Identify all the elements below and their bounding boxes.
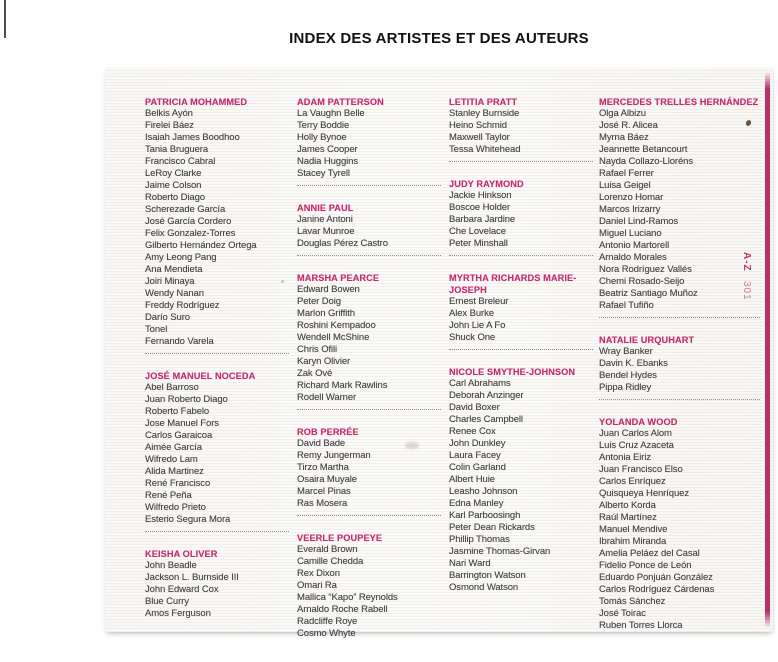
artist-name: Camille Chedda <box>297 556 364 567</box>
artist-name: Roshini Kempadoo <box>297 320 376 331</box>
artist-name: Jackie Hinkson <box>449 190 512 201</box>
index-column-4 <box>599 96 765 632</box>
artist-name: Maxwell Taylor <box>449 132 510 143</box>
artist-name: Marlon Griffith <box>297 308 355 319</box>
artist-name: Carl Abrahams <box>449 378 511 389</box>
artist-name: Shuck One <box>449 332 496 343</box>
artist-name: Karl Parboosingh <box>449 510 521 521</box>
artist-name: Manuel Mendive <box>599 524 668 535</box>
artist-name: Rodell Warner <box>297 392 357 403</box>
artist-name: Radcliffe Roye <box>297 616 358 627</box>
artist-name: Eduardo Ponjuán González <box>599 572 713 583</box>
artist-name: Che Lovelace <box>449 226 506 237</box>
curator-header: KEISHA OLIVER <box>145 549 218 559</box>
section-divider <box>297 409 441 410</box>
artist-name: Colin Garland <box>449 462 506 473</box>
artist-name: Carlos Rodríguez Cárdenas <box>599 584 715 595</box>
artist-name: Bendel Hydes <box>599 370 657 381</box>
artist-name: Olga Albizu <box>599 108 646 119</box>
artist-name: Davin K. Ebanks <box>599 358 668 369</box>
artist-name: Ruben Torres Llorca <box>599 620 683 631</box>
artist-name: Firelei Báez <box>145 120 194 131</box>
artist-name: Peter Doig <box>297 296 341 307</box>
artist-name: Holly Bynoe <box>297 132 347 143</box>
artist-name: Amelia Peláez del Casal <box>599 548 700 559</box>
artist-name: Carlos Enríquez <box>599 476 666 487</box>
artist-name: Albert Huie <box>449 474 495 485</box>
section-divider <box>599 317 760 318</box>
artist-name: Aimée García <box>145 442 202 453</box>
artist-name: Arnaldo Morales <box>599 252 667 263</box>
page-title: INDEX DES ARTISTES ET DES AUTEURS <box>289 30 589 47</box>
curator-header: JUDY RAYMOND <box>449 179 524 189</box>
artist-name: Mallica “Kapo” Reynolds <box>297 592 398 603</box>
artist-name: Raúl Martínez <box>599 512 657 523</box>
artist-name: Luis Cruz Azaceta <box>599 440 674 451</box>
artist-name: Osmond Watson <box>449 582 519 593</box>
artist-name: John Dunkley <box>449 438 506 449</box>
section-divider <box>449 161 593 162</box>
artist-name: Antonia Eiriz <box>599 452 652 463</box>
artist-name: Alberto Korda <box>599 500 656 511</box>
artist-name: Esterio Segura Mora <box>145 514 231 525</box>
artist-name: Quisqueya Henríquez <box>599 488 689 499</box>
section-divider <box>145 353 289 354</box>
page-edge-marker <box>740 252 752 301</box>
artist-name: Arnaldo Roche Rabell <box>297 604 388 615</box>
artist-name: Daniel Lind-Ramos <box>599 216 679 227</box>
scan-speck-small <box>281 280 284 283</box>
section-divider <box>297 185 441 186</box>
curator-header: MERCEDES TRELLES HERNÁNDEZ <box>599 97 759 107</box>
artist-name: Nari Ward <box>449 558 491 569</box>
curator-header: PATRICIA MOHAMMED <box>145 97 248 107</box>
artist-name: Juan Roberto Diago <box>145 394 228 405</box>
artist-name: Tonel <box>145 324 168 335</box>
artist-name: James Cooper <box>297 144 358 155</box>
artist-name: Rafael Tufiño <box>599 300 654 311</box>
artist-name: John Edward Cox <box>145 584 219 595</box>
artist-name: Janine Antoni <box>297 214 353 225</box>
curator-header: ADAM PATTERSON <box>297 97 384 107</box>
artist-name: Ibrahim Miranda <box>599 536 667 547</box>
artist-name: Lavar Munroe <box>297 226 355 237</box>
artist-name: Isaiah James Boodhoo <box>145 132 240 143</box>
artist-name: Tirzo Martha <box>297 462 349 473</box>
artist-name: Carlos Garaicoa <box>145 430 213 441</box>
artist-name: Rex Dixon <box>297 568 340 579</box>
curator-header: NATALIE URQUHART <box>599 335 695 345</box>
artist-name: Omari Ra <box>297 580 337 591</box>
artist-name: René Francisco <box>145 478 211 489</box>
artist-name: Joiri Minaya <box>145 276 195 287</box>
artist-name: Jackson L. Burnside III <box>145 572 239 583</box>
scan-smudge <box>405 442 419 449</box>
curator-header: NICOLE SMYTHE-JOHNSON <box>449 367 576 377</box>
scanned-index-page <box>105 68 773 639</box>
artist-name: Nadia Huggins <box>297 156 359 167</box>
curator-header: MYRTHA RICHARDS MARIE-JOSEPH <box>449 273 577 295</box>
curator-header: ROB PERRÉE <box>297 427 359 437</box>
artist-name: Zak Ové <box>297 368 333 379</box>
artist-name: Lorenzo Homar <box>599 192 664 203</box>
artist-name: Jose Manuel Fors <box>145 418 219 429</box>
artist-name: Renee Cox <box>449 426 496 437</box>
artist-name: Abel Barroso <box>145 382 199 393</box>
artist-name: Fidelio Ponce de León <box>599 560 692 571</box>
artist-name: Jeannette Betancourt <box>599 144 688 155</box>
section-divider <box>297 255 441 256</box>
artist-name: Everald Brown <box>297 544 358 555</box>
artist-name: John Lie A Fo <box>449 320 506 331</box>
artist-name: Luisa Geigel <box>599 180 651 191</box>
artist-name: Peter Dean Rickards <box>449 522 535 533</box>
artist-name: Marcel Pinas <box>297 486 351 497</box>
artist-name: Phillip Thomas <box>449 534 510 545</box>
artist-name: Miguel Luciano <box>599 228 662 239</box>
artist-name: Richard Mark Rawlins <box>297 380 388 391</box>
artist-name: Alida Martinez <box>145 466 204 477</box>
artist-name: LeRoy Clarke <box>145 168 202 179</box>
artist-name: José R. Alicea <box>599 120 658 131</box>
artist-name: Antonio Martorell <box>599 240 670 251</box>
artist-name: Rafael Ferrer <box>599 168 654 179</box>
curator-header: LETITIA PRATT <box>449 97 518 107</box>
artist-name: Nayda Collazo-Lloréns <box>599 156 694 167</box>
curator-header: MARSHA PEARCE <box>297 273 380 283</box>
artist-name: Tomás Sánchez <box>599 596 666 607</box>
artist-name: Edward Bowen <box>297 284 360 295</box>
artist-name: Ana Mendieta <box>145 264 203 275</box>
artist-name: Barrington Watson <box>449 570 526 581</box>
artist-name: Laura Facey <box>449 450 501 461</box>
artist-name: Ras Mosera <box>297 498 348 509</box>
artist-name: Freddy Rodríguez <box>145 300 220 311</box>
artist-name: Juan Francisco Elso <box>599 464 683 475</box>
artist-name: Wifredo Lam <box>145 454 198 465</box>
artist-name: Peter Minshall <box>449 238 508 249</box>
section-divider <box>599 399 760 400</box>
artist-name: Tania Bruguera <box>145 144 209 155</box>
artist-name: Douglas Pérez Castro <box>297 238 388 249</box>
artist-name: Pippa Ridley <box>599 382 652 393</box>
artist-name: Scherezade García <box>145 204 226 215</box>
curator-header: VEERLE POUPEYE <box>297 533 383 543</box>
artist-name: Karyn Olivier <box>297 356 351 367</box>
artist-name: Wray Banker <box>599 346 653 357</box>
scan-artifact-corner-line <box>4 0 6 38</box>
artist-name: Roberto Diago <box>145 192 205 203</box>
section-range-label: A-Z <box>741 252 752 272</box>
artist-name: David Bade <box>297 438 346 449</box>
artist-name: Chris Ofili <box>297 344 338 355</box>
artist-name: Jasmine Thomas-Girvan <box>449 546 551 557</box>
index-column-2 <box>297 96 445 640</box>
artist-name: Charles Campbell <box>449 414 523 425</box>
artist-name: Remy Jungerman <box>297 450 371 461</box>
artist-name: Marcos Irizarry <box>599 204 661 215</box>
index-column-1 <box>145 96 293 620</box>
artist-name: Belkis Ayón <box>145 108 193 119</box>
page-edge-strip <box>765 72 770 628</box>
artist-name: Boscoe Holder <box>449 202 511 213</box>
artist-name: Fernando Varela <box>145 336 214 347</box>
artist-name: Amy Leong Pang <box>145 252 217 263</box>
artist-name: Heino Schmid <box>449 120 507 131</box>
artist-name: Francisco Cabral <box>145 156 216 167</box>
curator-header: YOLANDA WOOD <box>599 417 678 427</box>
artist-name: Wendell McShine <box>297 332 370 343</box>
artist-name: Barbara Jardine <box>449 214 516 225</box>
artist-name: Ernest Breleur <box>449 296 509 307</box>
artist-name: Wendy Nanan <box>145 288 204 299</box>
artist-name: Wilfredo Prieto <box>145 502 206 513</box>
curator-header: ANNIE PAUL <box>297 203 354 213</box>
artist-name: Alex Burke <box>449 308 494 319</box>
index-column-3 <box>449 96 597 594</box>
artist-name: Amos Ferguson <box>145 608 211 619</box>
artist-name: José García Cordero <box>145 216 232 227</box>
artist-name: Felix Gonzalez-Torres <box>145 228 236 239</box>
artist-name: Deborah Anzinger <box>449 390 524 401</box>
artist-name: Roberto Fabelo <box>145 406 210 417</box>
artist-name: Myrna Báez <box>599 132 649 143</box>
page-number: 301 <box>741 281 752 302</box>
artist-name: John Beadle <box>145 560 197 571</box>
artist-name: Terry Boddie <box>297 120 350 131</box>
section-divider <box>145 531 289 532</box>
artist-name: Stanley Burnside <box>449 108 520 119</box>
artist-name: José Toirac <box>599 608 646 619</box>
artist-name: Tessa Whitehead <box>449 144 521 155</box>
section-divider <box>449 255 593 256</box>
artist-name: Osaira Muyale <box>297 474 357 485</box>
artist-name: David Boxer <box>449 402 500 413</box>
artist-name: Stacey Tyrell <box>297 168 350 179</box>
artist-name: Jaime Colson <box>145 180 202 191</box>
artist-name: Blue Curry <box>145 596 189 607</box>
artist-name: Beatriz Santiago Muñoz <box>599 288 698 299</box>
artist-name: Juan Carlos Alom <box>599 428 672 439</box>
artist-name: La Vaughn Belle <box>297 108 365 119</box>
artist-name: Cosmo Whyte <box>297 628 356 639</box>
artist-name: René Peña <box>145 490 192 501</box>
artist-name: Gilberto Hernández Ortega <box>145 240 257 251</box>
artist-name: Edna Manley <box>449 498 504 509</box>
section-divider <box>297 515 441 516</box>
artist-name: Nora Rodríguez Vallés <box>599 264 692 275</box>
artist-name: Darío Suro <box>145 312 190 323</box>
curator-header: JOSÉ MANUEL NOCEDA <box>145 371 256 381</box>
section-divider <box>449 349 593 350</box>
artist-name: Leasho Johnson <box>449 486 518 497</box>
artist-name: Chemi Rosado-Seijo <box>599 276 685 287</box>
